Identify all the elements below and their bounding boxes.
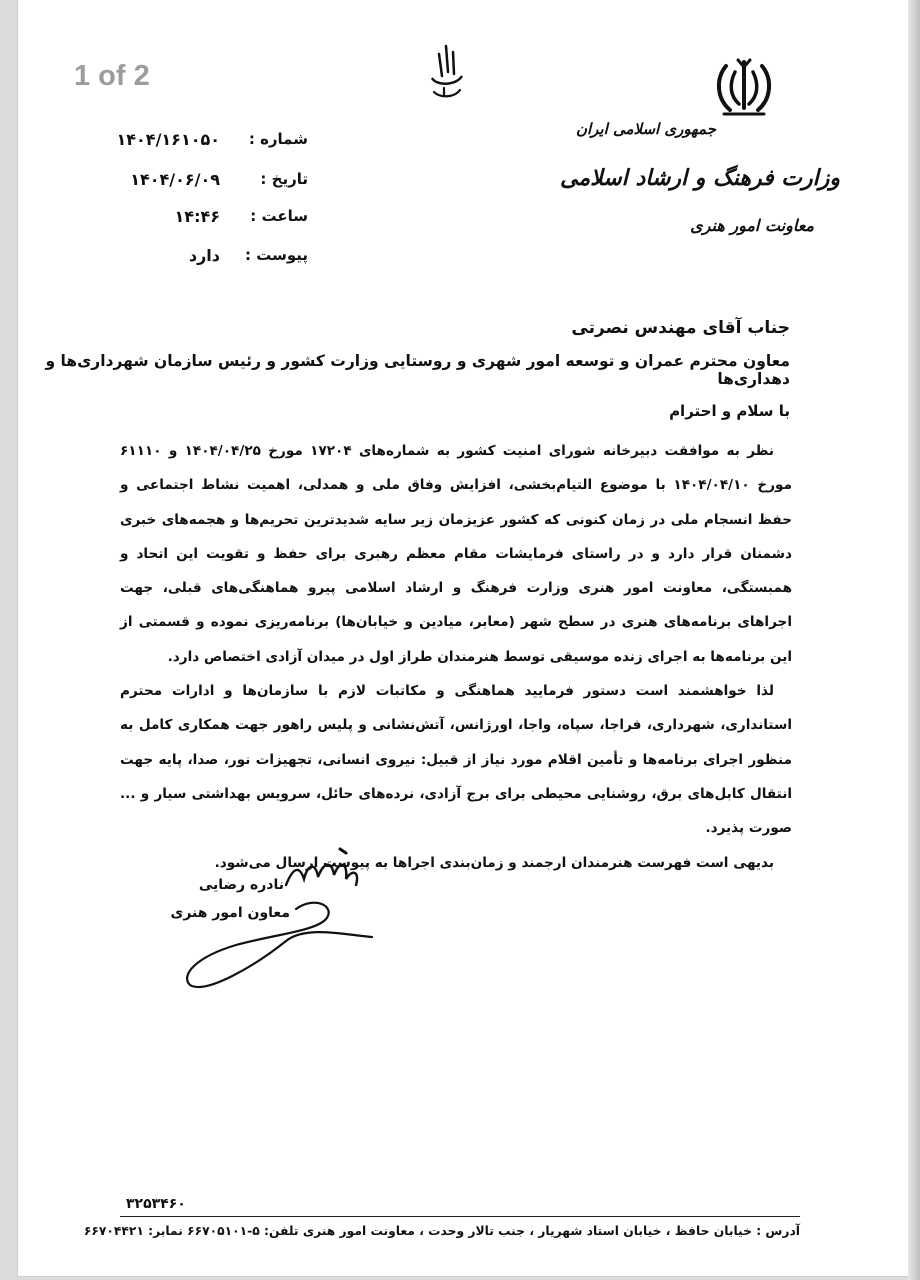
meta-date-value: ۱۴۰۴/۰۶/۰۹ <box>130 170 220 189</box>
viewer-edge <box>908 0 920 1280</box>
recipient-name: جناب آقای مهندس نصرتی <box>571 318 790 338</box>
letterhead-republic: جمهوری اسلامی ایران <box>575 120 716 138</box>
recipient-title: معاون محترم عمران و توسعه امور شهری و روستایی وزارت کشور و رئیس سازمان شهرداری‌ها و دهداری‌ها <box>45 352 790 388</box>
bismillah-calligraphy-icon <box>426 42 466 102</box>
meta-time-label: ساعت : <box>250 207 308 225</box>
signatory-name: نادره رضایی <box>198 877 284 893</box>
meta-attachment-label: پیوست : <box>244 246 308 264</box>
letterhead-department: معاونت امور هنری <box>690 216 814 235</box>
letterhead-ministry: وزارت فرهنگ و ارشاد اسلامی <box>559 166 840 191</box>
body-paragraph-3: بدیهی است فهرست هنرمندان ارجمند و زمان‌بندی اجراها به پیوست ارسال می‌شود. <box>214 854 774 871</box>
meta-number-label: شماره : <box>248 130 308 148</box>
signatory-title: معاون امور هنری <box>170 905 290 921</box>
body-paragraph-2: لذا خواهشمند است دستور فرمایید هماهنگی و مکاتبات لازم با سازمان‌ها و ادارات محترم استانداری، شهرداری، فراجا، سپاه، واجا، اورژانس، آتش‌نشانی و پلیس راهور جهت همکاری کامل به منظور اجرای برنامه‌ها و تأمین اقلام مورد نیاز از قبیل: نیروی انسانی، تجهیزات نور، صدا، پایه جهت انتقال کابل‌های برق، روشنایی محیطی برای برج آزادی، نرده‌های حائل، سرویس بهداشتی سیار و ... صورت پذیرد. <box>120 683 792 837</box>
meta-time <box>118 207 308 229</box>
reference-number: ۳۲۵۳۴۶۰ <box>126 1196 186 1212</box>
meta-number-value: ۱۴۰۴/۱۶۱۰۵۰ <box>116 130 220 149</box>
meta-time-value: ۱۴:۴۶ <box>174 207 220 226</box>
letter-body <box>120 434 792 880</box>
meta-number <box>118 130 308 152</box>
body-paragraph-1: نظر به موافقت دبیرخانه شورای امنیت کشور به شماره‌های ۱۷۲۰۴ مورخ ۱۴۰۴/۰۴/۲۵ و ۶۱۱۱۰ مورخ ۱۴۰۴/۰۴/۱۰ با موضوع التیام‌بخشی، افزایش وفاق ملی و همدلی، اهمیت نشاط اجتماعی و حفظ انسجام ملی در زمان کنونی که کشور عزیزمان زیر سایه شدیدترین تحریم‌ها و هجمه‌های خبری دشمنان قرار دارد و در راستای فرمایشات مقام معظم رهبری برای حفظ و تقویت این اتحاد و همبستگی، معاونت امور هنری وزارت فرهنگ و ارشاد اسلامی پیرو هماهنگی‌های قبلی، جهت اجراهای برنامه‌های هنری در سطح شهر (معابر، میادین و خیابان‌ها) برنامه‌ریزی نموده و قسمتی از این برنامه‌ها به اجرای زنده موسیقی توسط هنرمندان طراز اول در میدان آزادی اختصاص دارد. <box>120 443 792 665</box>
meta-attachment <box>118 246 308 268</box>
page-counter: 1 of 2 <box>74 60 150 92</box>
meta-attachment-value: دارد <box>188 246 220 265</box>
footer-divider <box>120 1216 800 1217</box>
meta-date-label: تاریخ : <box>260 170 308 188</box>
meta-date <box>118 170 308 192</box>
footer-address: آدرس : خیابان حافظ ، خیابان استاد شهریار ، جنب تالار وحدت ، معاونت امور هنری تلفن: ۵-۶۶۷۰۵۱۰۱ نمابر: ۶۶۷۰۴۴۲۱ <box>83 1224 800 1238</box>
greeting: با سلام و احترام <box>669 402 790 420</box>
iran-emblem-icon <box>712 58 776 118</box>
